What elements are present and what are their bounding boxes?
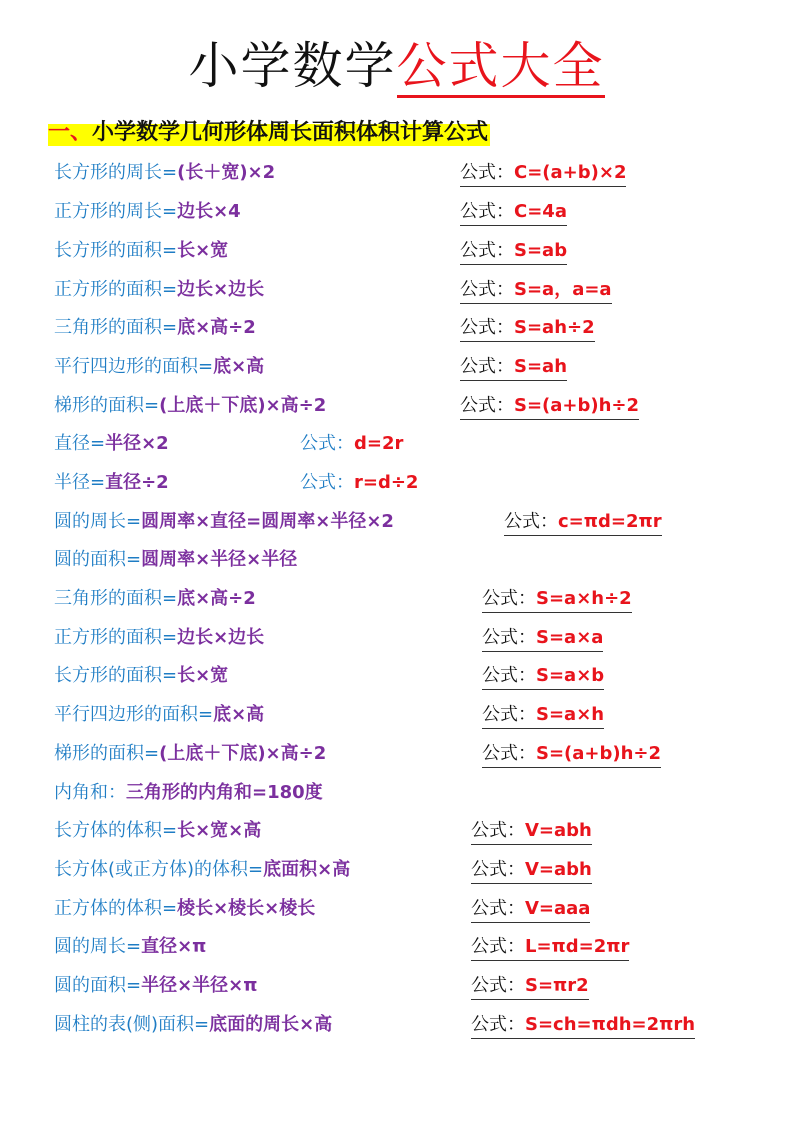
- formula-value: C=4a: [514, 201, 567, 222]
- formula-value: V=aaa: [525, 898, 591, 919]
- formula: [460, 238, 567, 265]
- row-label: 长方体的体积=: [54, 820, 178, 841]
- formula: [471, 934, 629, 961]
- formula-row: [54, 780, 323, 806]
- formula-value: V=abh: [525, 859, 592, 880]
- formula-prefix: 公式：: [471, 859, 525, 880]
- formula-row: [54, 934, 206, 960]
- formula-value: S=a×a: [536, 627, 604, 648]
- row-label: 直径=: [54, 433, 106, 454]
- row-value: 底×高: [213, 356, 265, 377]
- row-value: 长×宽×高: [177, 820, 262, 841]
- row-label: 平行四边形的面积=: [54, 356, 214, 377]
- row-label: 长方形的周长=: [54, 162, 178, 183]
- formula-prefix: 公式：: [482, 665, 536, 686]
- row-value: 直径×π: [141, 936, 207, 957]
- row-label: 正方形的面积=: [54, 627, 178, 648]
- row-label: 圆的周长=: [54, 936, 142, 957]
- formula: [471, 857, 592, 884]
- row-value: 边长×边长: [177, 279, 265, 300]
- section-title: 小学数学几何形体周长面积体积计算公式: [92, 120, 489, 145]
- row-value: 圆周率×直径=圆周率×半径×2: [141, 511, 394, 532]
- row-value: 直径÷2: [105, 472, 169, 493]
- formula-row: [54, 896, 315, 922]
- formula-row: [54, 431, 169, 457]
- row-value: 三角形的内角和=180度: [126, 782, 323, 803]
- row-value: 底×高: [213, 704, 265, 725]
- row-label: 正方形的面积=: [54, 279, 178, 300]
- formula-row: [54, 470, 169, 496]
- formula-prefix: 公式：: [482, 627, 536, 648]
- row-label: 长方体(或正方体)的体积=: [54, 859, 264, 880]
- formula: [482, 586, 632, 613]
- formula-value: r=d÷2: [354, 472, 419, 493]
- row-label: 内角和：: [54, 782, 126, 803]
- formula: [482, 625, 603, 652]
- formula-prefix: 公式：: [471, 936, 525, 957]
- row-value: 半径×2: [105, 433, 169, 454]
- formula-row: [54, 199, 241, 225]
- formula: [471, 1012, 695, 1039]
- row-value: 圆周率×半径×半径: [141, 549, 298, 570]
- row-label: 三角形的面积=: [54, 317, 178, 338]
- formula-value: S=(a+b)h÷2: [514, 395, 640, 416]
- formula-row: [54, 741, 326, 767]
- row-label: 长方形的面积=: [54, 240, 178, 261]
- row-value: 边长×边长: [177, 627, 265, 648]
- row-label: 正方体的体积=: [54, 898, 178, 919]
- formula-row: [54, 160, 275, 186]
- row-value: (上底＋下底)×高÷2: [159, 743, 327, 764]
- formula-prefix: 公式：: [460, 279, 514, 300]
- formula-row: [54, 315, 256, 341]
- section-heading: [48, 118, 490, 148]
- formula-prefix: 公式：: [504, 511, 558, 532]
- formula-value: S=(a+b)h÷2: [536, 743, 662, 764]
- formula-prefix: 公式：: [460, 201, 514, 222]
- formula: [471, 973, 589, 1000]
- formula-value: S=a×h: [536, 704, 605, 725]
- formula: [460, 160, 626, 187]
- formula: [482, 741, 661, 768]
- formula-row: [54, 818, 261, 844]
- formula-row: [54, 1012, 332, 1038]
- formula-value: S=ab: [514, 240, 568, 261]
- formula-prefix: 公式：: [471, 898, 525, 919]
- title-red-part: 公式大全: [397, 37, 605, 98]
- row-value: 半径×半径×π: [141, 975, 258, 996]
- formula: [460, 277, 612, 304]
- formula-row: [54, 277, 264, 303]
- formula: [482, 663, 604, 690]
- formula-row: [54, 625, 264, 651]
- formula-value: S=a，a=a: [514, 279, 612, 300]
- formula-row: [54, 973, 258, 999]
- formula-row: [54, 857, 350, 883]
- formula-prefix: 公式：: [300, 433, 354, 454]
- formula-prefix: 公式：: [471, 975, 525, 996]
- row-label: 半径=: [54, 472, 106, 493]
- row-label: 长方形的面积=: [54, 665, 178, 686]
- formula: [504, 509, 662, 536]
- formula-row: [54, 354, 264, 380]
- row-value: 底面积×高: [263, 859, 351, 880]
- row-label: 三角形的面积=: [54, 588, 178, 609]
- page-title: [0, 34, 793, 98]
- formula-prefix: 公式：: [460, 240, 514, 261]
- formula-value: C=(a+b)×2: [514, 162, 627, 183]
- formula-prefix: 公式：: [482, 588, 536, 609]
- formula-value: S=ch=πdh=2πrh: [525, 1014, 696, 1035]
- formula-row: [54, 586, 256, 612]
- title-black-part: 小学数学: [188, 37, 397, 95]
- section-number: 一、: [48, 120, 93, 145]
- formula-row: [54, 547, 297, 573]
- formula-row: [54, 663, 228, 689]
- row-value: 底×高÷2: [177, 317, 256, 338]
- formula-row: [54, 702, 264, 728]
- row-value: 长×宽: [177, 240, 229, 261]
- formula-value: c=πd=2πr: [558, 511, 662, 532]
- row-label: 正方形的周长=: [54, 201, 178, 222]
- formula-value: S=ah: [514, 356, 568, 377]
- row-value: 长×宽: [177, 665, 229, 686]
- formula-value: S=a×b: [536, 665, 605, 686]
- formula: [471, 896, 590, 923]
- formula-prefix: 公式：: [460, 162, 514, 183]
- formula-prefix: 公式：: [460, 395, 514, 416]
- formula: [460, 315, 595, 342]
- formula: [300, 470, 418, 496]
- row-label: 圆柱的表(侧)面积=: [54, 1014, 210, 1035]
- row-value: (上底＋下底)×高÷2: [159, 395, 327, 416]
- formula: [460, 354, 567, 381]
- formula: [482, 702, 604, 729]
- row-label: 圆的周长=: [54, 511, 142, 532]
- formula-prefix: 公式：: [482, 743, 536, 764]
- formula-row: [54, 393, 326, 419]
- formula-row: [54, 509, 394, 535]
- formula-prefix: 公式：: [471, 1014, 525, 1035]
- formula-value: L=πd=2πr: [525, 936, 630, 957]
- formula-prefix: 公式：: [460, 317, 514, 338]
- row-value: 棱长×棱长×棱长: [177, 898, 316, 919]
- row-value: 边长×4: [177, 201, 241, 222]
- row-label: 梯形的面积=: [54, 395, 160, 416]
- formula-prefix: 公式：: [471, 820, 525, 841]
- row-label: 平行四边形的面积=: [54, 704, 214, 725]
- row-label: 圆的面积=: [54, 549, 142, 570]
- row-value: (长＋宽)×2: [177, 162, 276, 183]
- formula-prefix: 公式：: [460, 356, 514, 377]
- formula-value: S=a×h÷2: [536, 588, 632, 609]
- formula: [471, 818, 592, 845]
- formula-value: S=πr2: [525, 975, 589, 996]
- formula: [460, 393, 639, 420]
- formula-prefix: 公式：: [300, 472, 354, 493]
- formula-row: [54, 238, 228, 264]
- row-value: 底×高÷2: [177, 588, 256, 609]
- formula: [460, 199, 567, 226]
- formula-prefix: 公式：: [482, 704, 536, 725]
- row-value: 底面的周长×高: [209, 1014, 333, 1035]
- formula-value: d=2r: [354, 433, 404, 454]
- row-label: 圆的面积=: [54, 975, 142, 996]
- formula-value: V=abh: [525, 820, 592, 841]
- row-label: 梯形的面积=: [54, 743, 160, 764]
- formula-value: S=ah÷2: [514, 317, 595, 338]
- formula: [300, 431, 403, 457]
